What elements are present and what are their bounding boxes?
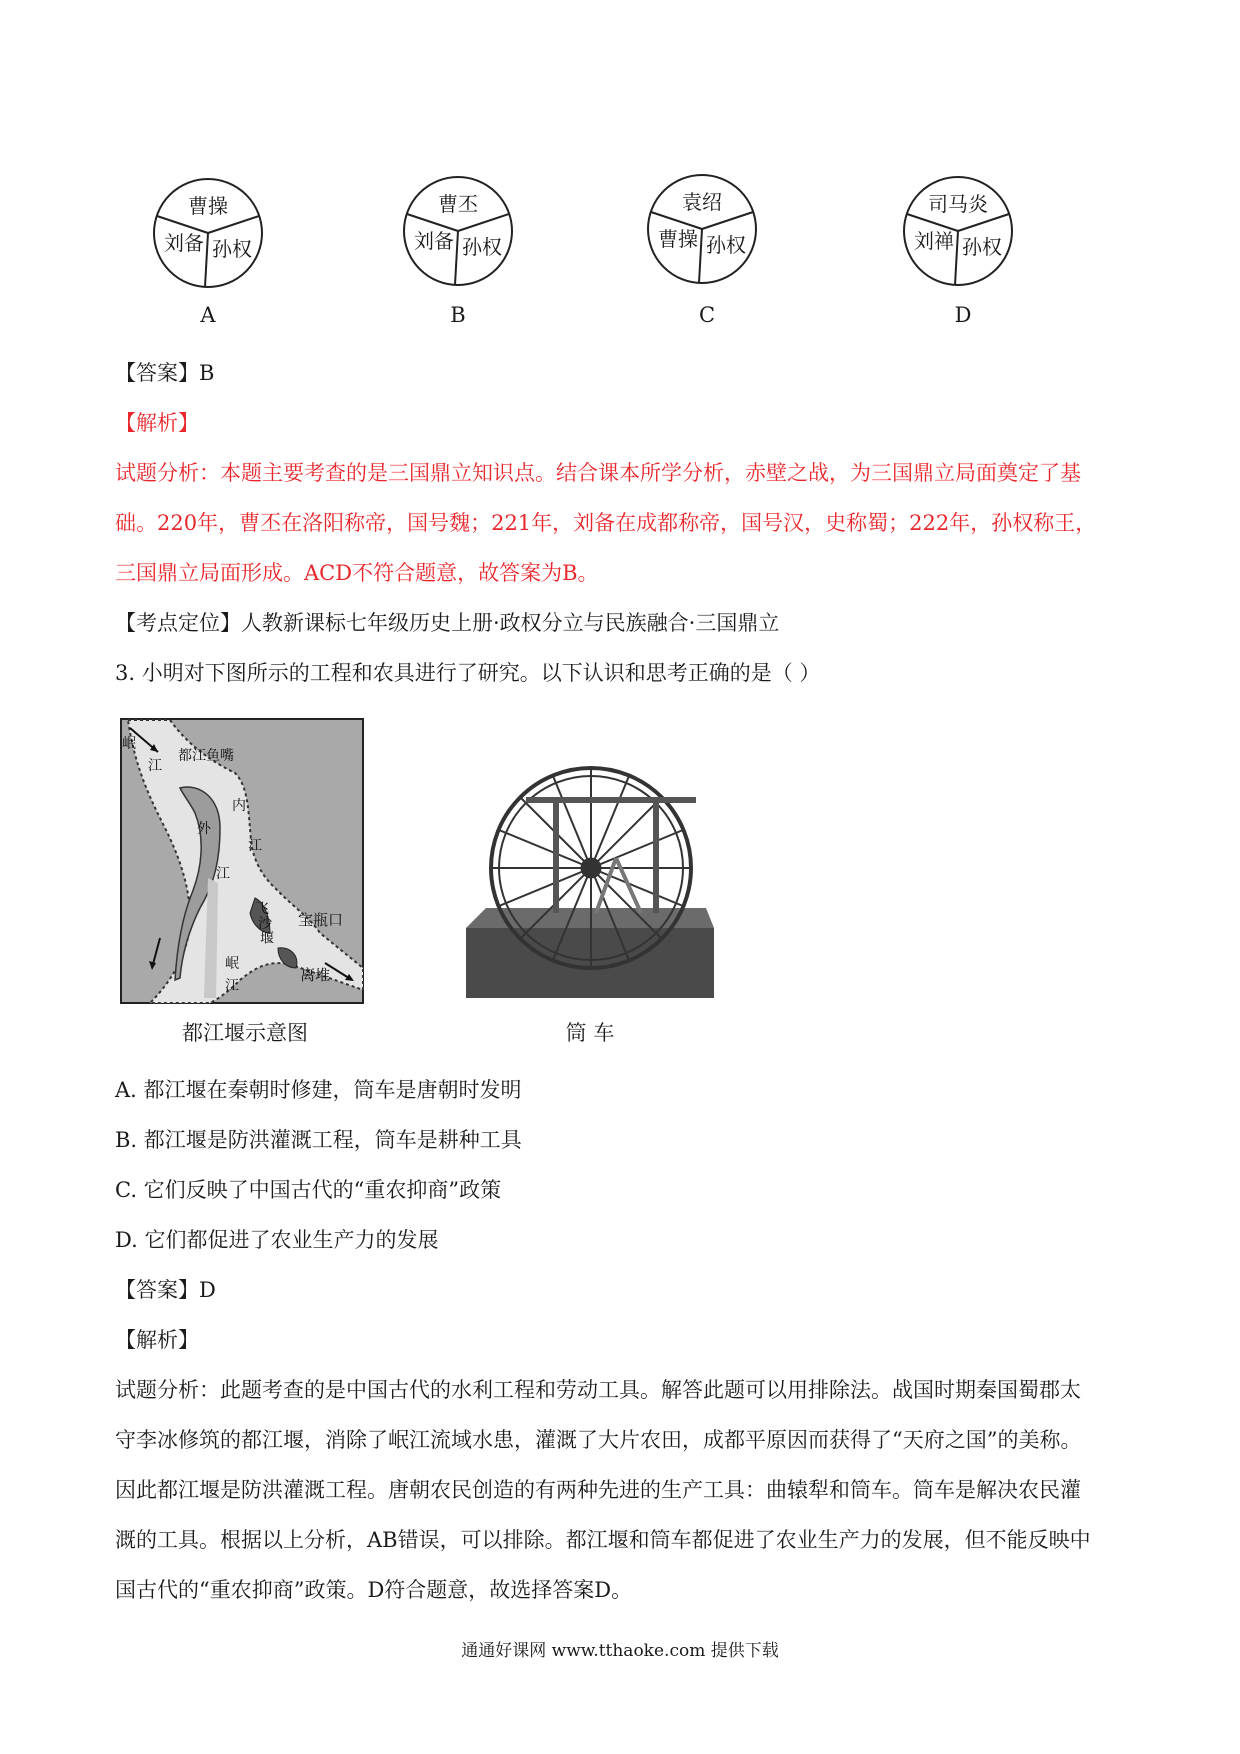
map-label-minjiang-2: 江 xyxy=(148,758,162,774)
circle-diagram-d xyxy=(904,177,1012,285)
option-letter-b: B xyxy=(450,303,466,327)
q2-analysis-line-2: 础。220年，曹丕在洛阳称帝，国号魏；221年，刘备在成都称帝，国号汉，史称蜀；222年，孙权称王， xyxy=(115,511,1097,535)
map-label-wai: 外 xyxy=(197,821,211,837)
q3-analysis-heading: 【解析】 xyxy=(115,1328,199,1352)
q2-answer: 【答案】B xyxy=(115,361,215,385)
water-wheel-photo xyxy=(466,748,714,998)
dujiangyan-map xyxy=(120,718,364,1004)
q2-analysis-heading: 【解析】 xyxy=(115,411,199,435)
page-footer: 通通好课网 www.tthaoke.com 提供下载 xyxy=(461,1641,779,1661)
q3-option-b: B. 都江堰是防洪灌溉工程，筒车是耕种工具 xyxy=(115,1128,522,1152)
option-diagrams xyxy=(0,0,1240,340)
circle-a-top: 曹操 xyxy=(188,194,228,218)
circle-a-left: 刘备 xyxy=(164,231,204,255)
circle-d-top: 司马炎 xyxy=(928,192,988,216)
circle-diagram-b xyxy=(404,177,512,285)
map-label-yan: 堰 xyxy=(260,931,274,947)
q3-analysis-line-2: 守李冰修筑的都江堰，消除了岷江流域水患，灌溉了大片农田，成都平原因而获得了“天府之国”的美称。 xyxy=(115,1428,1082,1452)
circle-diagram-a xyxy=(154,179,262,287)
map-label-sha: 沙 xyxy=(258,916,272,932)
circle-c-top: 袁绍 xyxy=(682,190,722,214)
option-letter-a: A xyxy=(200,303,216,327)
circle-d-right: 孙权 xyxy=(962,235,1002,259)
circle-b-top: 曹丕 xyxy=(438,192,478,216)
q3-answer: 【答案】D xyxy=(115,1278,216,1302)
map-label-minjiang-1: 岷 xyxy=(122,736,136,752)
map-label-minjiang-3: 岷 xyxy=(225,956,239,972)
circle-d-left: 刘禅 xyxy=(914,229,954,253)
q3-option-c: C. 它们反映了中国古代的“重农抑商”政策 xyxy=(115,1178,502,1202)
map-label-nei-jiang: 江 xyxy=(248,838,262,854)
option-letter-c: C xyxy=(698,303,716,327)
q3-analysis-line-3: 因此都江堰是防洪灌溉工程。唐朝农民创造的有两种先进的生产工具：曲辕犁和筒车。筒车是解决农民灌 xyxy=(115,1478,1081,1502)
map-label-fei: 飞 xyxy=(255,901,269,917)
map-label-wai-jiang: 江 xyxy=(216,866,230,882)
q3-option-d: D. 它们都促进了农业生产力的发展 xyxy=(115,1228,439,1252)
q2-analysis-line-1: 试题分析：本题主要考查的是三国鼎立知识点。结合课本所学分析，赤壁之战，为三国鼎立局面奠定了基 xyxy=(115,461,1081,485)
q2-analysis-line-3: 三国鼎立局面形成。ACD不符合题意，故答案为B。 xyxy=(115,561,599,585)
circle-c-left: 曹操 xyxy=(658,227,698,251)
q2-kaodian: 【考点定位】人教新课标七年级历史上册·政权分立与民族融合·三国鼎立 xyxy=(115,611,780,635)
map-label-yuzui: 都江鱼嘴 xyxy=(178,748,234,764)
map-label-baopingkou: 宝瓶口 xyxy=(298,911,344,929)
circle-a-right: 孙权 xyxy=(212,237,252,261)
map-label-minjiang-4: 江 xyxy=(225,978,239,994)
option-letter-d: D xyxy=(954,303,972,327)
map-label-nei: 内 xyxy=(232,798,246,814)
map-caption: 都江堰示意图 xyxy=(182,1021,308,1045)
q3-analysis-line-1: 试题分析：此题考查的是中国古代的水利工程和劳动工具。解答此题可以用排除法。战国时期秦国蜀郡太 xyxy=(115,1378,1081,1402)
q3-analysis-line-5: 国古代的“重农抑商”政策。D符合题意，故选择答案D。 xyxy=(115,1578,633,1602)
circle-c-right: 孙权 xyxy=(706,233,746,257)
q3-analysis-line-4: 溉的工具。根据以上分析，AB错误，可以排除。都江堰和筒车都促进了农业生产力的发展，但不能反映中 xyxy=(115,1528,1091,1552)
circle-diagram-c xyxy=(648,175,756,283)
q3-question: 3. 小明对下图所示的工程和农具进行了研究。以下认识和思考正确的是（ ） xyxy=(115,661,821,685)
circle-b-right: 孙权 xyxy=(462,235,502,259)
map-label-lidui: 离堆 xyxy=(300,966,331,984)
q3-option-a: A. 都江堰在秦朝时修建，筒车是唐朝时发明 xyxy=(115,1078,522,1102)
wheel-caption: 筒 车 xyxy=(565,1021,615,1045)
circle-b-left: 刘备 xyxy=(414,229,454,253)
